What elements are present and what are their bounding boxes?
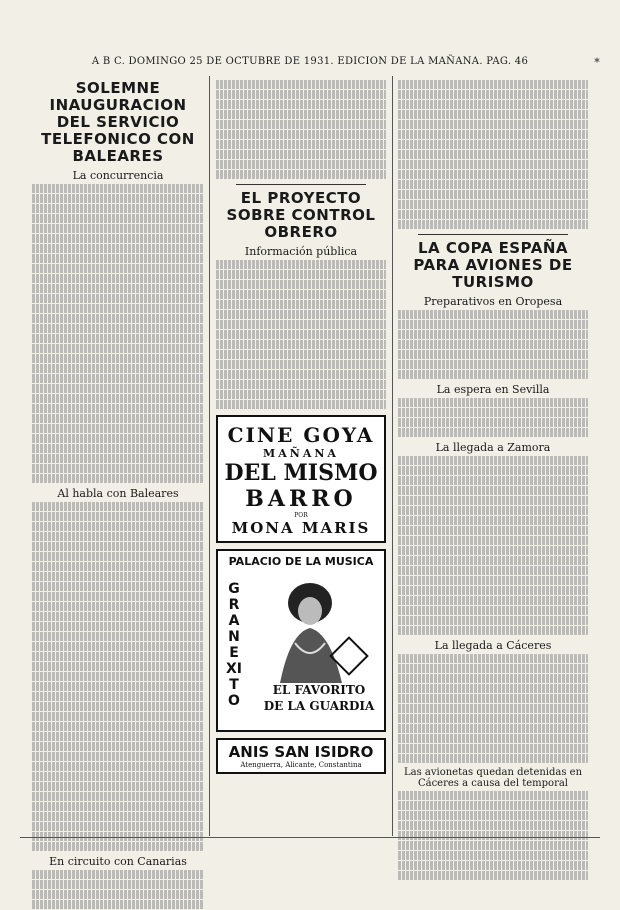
ad-title: PALACIO DE LA MUSICA <box>228 555 374 568</box>
section-subhead: La espera en Sevilla <box>436 383 550 396</box>
section-subhead: En circuito con Canarias <box>49 855 187 868</box>
column-divider <box>392 76 393 836</box>
article-body <box>32 184 204 483</box>
ad-vertical-text: GRAN EXITO <box>226 581 245 709</box>
header-text: A B C. DOMINGO 25 DE OCTUBRE DE 1931. EDICION DE LA MAÑANA. PAG. 46 <box>91 56 529 67</box>
ad-text: Atenguerra, Alicante, Constantina <box>240 761 362 769</box>
article-body <box>398 791 588 880</box>
ad-text: POR <box>294 512 308 519</box>
article-body <box>216 260 386 409</box>
palacio-musica-ad <box>216 549 386 732</box>
ad-star: MONA MARIS <box>231 519 371 537</box>
column-divider <box>209 76 210 836</box>
article-body <box>32 870 204 909</box>
ad-text: MAÑANA <box>263 447 339 460</box>
article-headline: SOLEMNE INAUGURACION DEL SERVICIO TELEFONICO CON BALEARES <box>41 79 195 165</box>
article-body <box>32 502 204 851</box>
ad-film-title: DEL MISMO <box>224 460 378 486</box>
ad-title: CINE GOYA <box>227 423 375 447</box>
divider <box>236 184 366 185</box>
column-middle <box>216 80 386 774</box>
section-subhead: Información pública <box>244 245 358 258</box>
woman-illustration-icon <box>250 573 370 683</box>
article-body <box>398 654 588 763</box>
article-headline: LA COPA ESPAÑA PARA AVIONES DE TURISMO <box>413 239 573 291</box>
divider <box>418 234 568 235</box>
column-right <box>398 80 588 881</box>
anis-ad <box>216 738 386 774</box>
article-body <box>398 456 588 635</box>
section-subhead: La llegada a Cáceres <box>434 639 552 652</box>
bottom-rule <box>20 837 600 838</box>
header-mark: * <box>594 56 600 69</box>
section-subhead: La llegada a Zamora <box>435 441 551 454</box>
ad-title: ANIS SAN ISIDRO <box>228 743 374 761</box>
section-subhead: Preparativos en Oropesa <box>423 295 563 308</box>
article-headline: EL PROYECTO SOBRE CONTROL OBRERO <box>226 189 376 241</box>
ad-film-title: EL FAVORITO <box>272 683 366 697</box>
article-body <box>216 80 386 179</box>
page-header <box>0 56 620 67</box>
ad-film-title: BARRO <box>245 486 357 512</box>
article-body <box>398 80 588 229</box>
cine-goya-ad <box>216 415 386 543</box>
column-left <box>32 80 204 910</box>
ad-film-title: DE LA GUARDIA <box>263 699 375 713</box>
article-body <box>398 398 588 437</box>
section-subhead: La concurrencia <box>72 169 164 182</box>
article-body <box>398 310 588 379</box>
section-subhead: Las avionetas quedan detenidas en Cáceres a causa del temporal <box>403 767 583 789</box>
section-subhead: Al habla con Baleares <box>57 487 179 500</box>
